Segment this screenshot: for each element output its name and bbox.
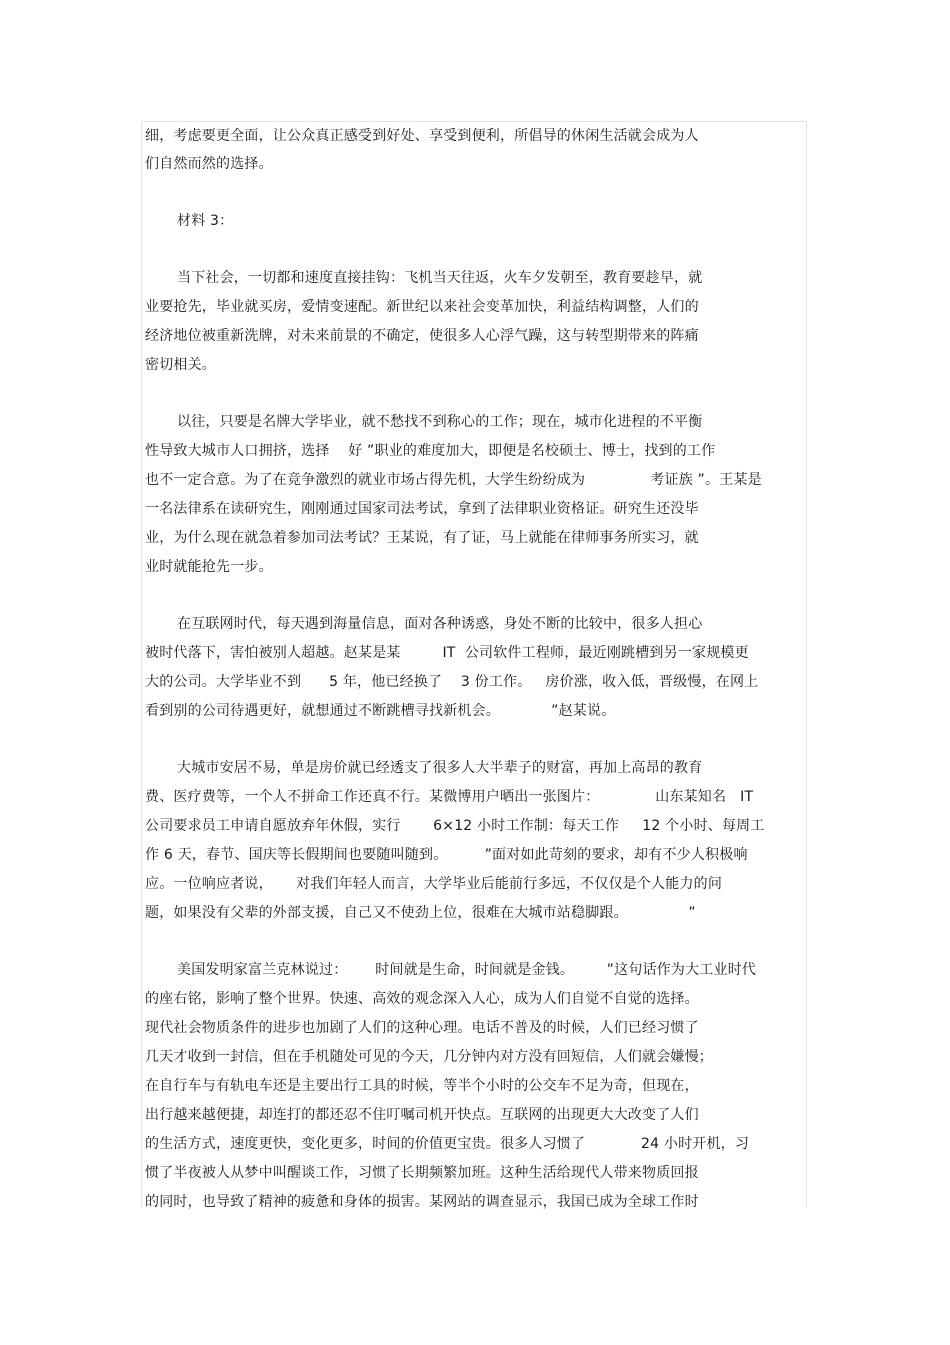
text-line: 大的公司。大学毕业不到 5 年，他已经换了 3 份工作。 房价涨，收入低，晋级慢，在网上: [145, 674, 759, 690]
text-line: 业，为什么现在就急着参加司法考试？王某说，有了证，马上就能在律师事务所实习，就: [145, 530, 699, 546]
text-line: 当下社会，一切都和速度直接挂钩：飞机当天往返，火车夕发朝至，教育要趁早，就: [177, 270, 703, 286]
text-line: 费、医疗费等，一个人不拼命工作还真不行。某微博用户晒出一张图片： 山东某知名 IT: [145, 789, 754, 805]
section-heading: 材料 3：: [177, 213, 234, 229]
text-line: 业要抢先，毕业就买房，爱情变速配。新世纪以来社会变革加快，利益结构调整，人们的: [145, 299, 699, 315]
text-line: 公司要求员工申请自愿放弃年休假，实行 6×12 小时工作制：每天工作 12 个小时、每周工: [145, 818, 765, 834]
text-line: 题，如果没有父辈的外部支援，自己又不使劲上位，很难在大城市站稳脚跟。 ”: [145, 905, 696, 921]
text-line: 一名法律系在读研究生，刚刚通过国家司法考试，拿到了法律职业资格证。研究生还没毕: [145, 501, 699, 517]
text-line: 在自行车与有轨电车还是主要出行工具的时候，等半个小时的公交车不足为奇，但现在，: [145, 1078, 699, 1094]
text-line: 美国发明家富兰克林说过： 时间就是生命，时间就是金钱。 ”这句话作为大工业时代: [177, 962, 757, 978]
text-line: 们自然而然的选择。: [145, 156, 273, 172]
text-line: 几天才收到一封信，但在手机随处可见的今天，几分钟内对方没有回短信，人们就会嫌慢；: [145, 1049, 713, 1065]
text-line: 惯了半夜被人从梦中叫醒谈工作，习惯了长期频繁加班。这种生活给现代人带来物质回报: [145, 1165, 699, 1181]
text-line: 业时就能抢先一步。: [145, 559, 273, 575]
text-line: 被时代落下，害怕被别人超越。赵某是某 IT 公司软件工程师，最近刚跳槽到另一家规模更: [145, 645, 749, 661]
text-line: 大城市安居不易，单是房价就已经透支了很多人大半辈子的财富，再加上高昂的教育: [177, 760, 703, 776]
text-line: 的座右铭，影响了整个世界。快速、高效的观念深入人心，成为人们自觉不自觉的选择。: [145, 991, 699, 1007]
text-line: 现代社会物质条件的进步也加剧了人们的这种心理。电话不普及的时候，人们已经习惯了: [145, 1020, 699, 1036]
text-line: 的生活方式，速度更快，变化更多，时间的价值更宝贵。很多人习惯了 24 小时开机，习: [145, 1136, 750, 1152]
text-line: 看到别的公司待遇更好，就想通过不断跳槽寻找新机会。 ”赵某说。: [145, 703, 616, 719]
text-line: 经济地位被重新洗牌，对未来前景的不确定，使很多人心浮气躁，这与转型期带来的阵痛: [145, 328, 699, 344]
text-line: 出行越来越便捷，却连打的都还忍不住叮嘱司机开快点。互联网的出现更大大改变了人们: [145, 1107, 699, 1123]
text-line: 作 6 天，春节、国庆等长假期间也要随叫随到。 ”面对如此苛刻的要求，却有不少人积极响: [145, 847, 748, 863]
text-line: 的同时，也导致了精神的疲惫和身体的损害。某网站的调查显示，我国已成为全球工作时: [145, 1194, 699, 1210]
text-line: 密切相关。: [145, 357, 216, 373]
text-line: 性导致大城市人口拥挤，选择 好 ”职业的难度加大，即便是名校硕士、博士，找到的工作: [145, 443, 716, 459]
text-line: 在互联网时代，每天遇到海量信息，面对各种诱惑，身处不断的比较中，很多人担心: [177, 616, 703, 632]
text-line: 以往，只要是名牌大学毕业，就不愁找不到称心的工作；现在，城市化进程的不平衡: [177, 414, 703, 430]
text-line: 应。一位响应者说， 对我们年轻人而言，大学毕业后能前行多远，不仅仅是个人能力的问: [145, 876, 723, 892]
text-line: 也不一定合意。为了在竞争激烈的就业市场占得先机，大学生纷纷成为 考证族 ”。王某是: [145, 472, 762, 488]
text-line: 细，考虑要更全面，让公众真正感受到好处、享受到便利，所倡导的休闲生活就会成为人: [145, 128, 699, 144]
